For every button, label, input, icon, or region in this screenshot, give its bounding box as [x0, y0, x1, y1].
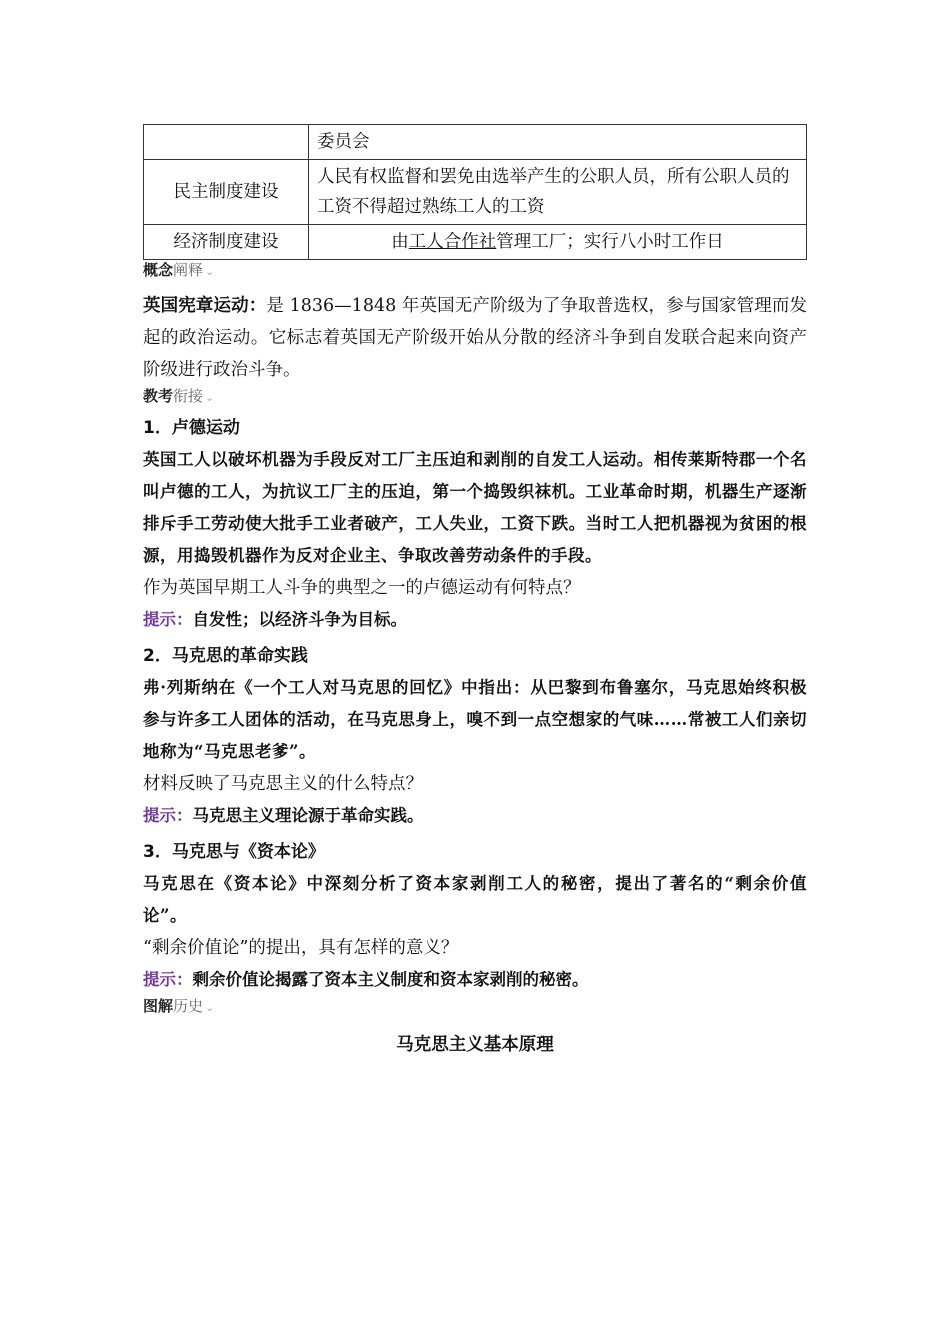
section-tag-bold: 教考	[143, 387, 174, 405]
concept-text: 是 1836—1848 年英国无产阶级为了争取普选权，参与国家管理而发起的政治运动。它标志着英国无产阶级开始从分散的经济斗争到自发联合起来向资产阶级进行政治斗争。	[143, 296, 808, 380]
item-heading: 2．马克思的革命实践	[143, 646, 308, 666]
table-row	[144, 225, 807, 260]
chevron-down-icon: ⌄	[205, 391, 215, 404]
section-tag-light: 衔接	[173, 387, 204, 405]
table-cell-empty	[144, 125, 309, 160]
chevron-down-icon: ⌄	[205, 1001, 215, 1014]
item-material: 马克思在《资本论》中深刻分析了资本家剥削工人的秘密，提出了著名的“剩余价值论”。	[143, 874, 807, 925]
concept-paragraph	[143, 290, 807, 386]
hint-label: 提示：	[143, 806, 193, 825]
hint-text: 剩余价值论揭露了资本主义制度和资本家剥削的秘密。	[192, 970, 589, 989]
item-question: “剩余价值论”的提出，具有怎样的意义？	[143, 938, 459, 958]
item-hint	[143, 964, 807, 996]
hint-label: 提示：	[143, 610, 193, 629]
section-tag-teach	[143, 386, 807, 408]
table-cell: 人民有权监督和罢免由选举产生的公职人员，所有公职人员的工资不得超过熟练工人的工资	[309, 160, 807, 225]
text-fragment: 由	[391, 232, 409, 252]
section-tag-light: 历史	[173, 997, 204, 1015]
section-tag-concept	[143, 260, 807, 282]
item-question: 作为英国早期工人斗争的典型之一的卢德运动有何特点？	[143, 578, 581, 598]
hint-label: 提示：	[143, 970, 193, 989]
table-cell-category: 经济制度建设	[144, 225, 309, 260]
table-cell-category: 民主制度建设	[144, 160, 309, 225]
item-material: 英国工人以破坏机器为手段反对工厂主压迫和剥削的自发工人运动。相传莱斯特郡一个名叫卢德的工人，为抗议工厂主的压迫，第一个捣毁织袜机。工业革命时期，机器生产逐渐排斥手工劳动使大批手工业者破产，工人失业，工资下跌。当时工人把机器视为贫困的根源，用捣毁机器作为反对企业主、争取改善劳动条件的手段。	[143, 450, 807, 565]
underlined-term: 工人合作社	[408, 232, 497, 252]
text-fragment: 管理工厂；实行八小时工作日	[496, 232, 724, 252]
section-tag-diagram	[143, 996, 807, 1018]
section-tag-light: 阐释	[173, 261, 204, 279]
item-material: 弗·列斯纳在《一个工人对马克思的回忆》中指出：从巴黎到布鲁塞尔，马克思始终积极参与许多工人团体的活动，在马克思身上，嗅不到一点空想家的气味……常被工人们亲切地称为“马克思老爹”。	[143, 678, 807, 761]
item-3	[143, 836, 807, 996]
item-question: 材料反映了马克思主义的什么特点？	[143, 774, 423, 794]
item-heading: 3．马克思与《资本论》	[143, 842, 325, 862]
item-hint	[143, 604, 807, 636]
hint-text: 马克思主义理论源于革命实践。	[192, 806, 424, 825]
table-cell: 委员会	[309, 125, 807, 160]
hint-text: 自发性；以经济斗争为目标。	[192, 610, 407, 629]
table-row	[144, 125, 807, 160]
diagram-title: 马克思主义基本原理	[396, 1035, 554, 1055]
item-1	[143, 412, 807, 636]
section-tag-bold: 概念	[143, 261, 174, 279]
item-hint	[143, 800, 807, 832]
section-tag-bold: 图解	[143, 997, 174, 1015]
chevron-down-icon: ⌄	[205, 265, 215, 278]
table-row	[144, 160, 807, 225]
concept-term: 英国宪章运动：	[143, 296, 267, 316]
item-2	[143, 640, 807, 832]
table-cell	[309, 225, 807, 260]
paris-commune-table	[143, 124, 807, 260]
item-heading: 1．卢德运动	[143, 418, 240, 438]
document-page	[143, 124, 807, 1060]
